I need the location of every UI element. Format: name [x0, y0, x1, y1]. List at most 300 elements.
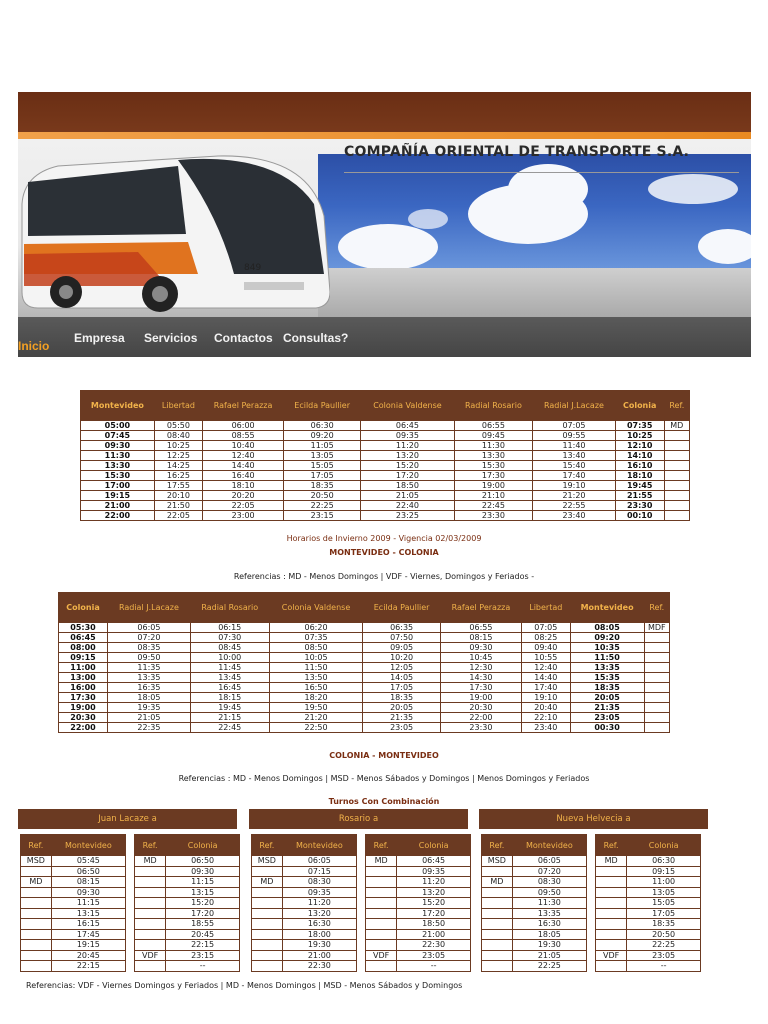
column-header: Libertad	[154, 391, 202, 421]
table-cell	[644, 713, 669, 723]
table-row	[59, 713, 670, 723]
table-cell: 10:45	[440, 653, 521, 663]
table-cell	[135, 919, 166, 930]
table-cell: 16:10	[615, 461, 664, 471]
combo-table-right	[595, 834, 701, 972]
table-cell: 17:40	[533, 471, 616, 481]
table-cell: 11:40	[533, 441, 616, 451]
table-cell: 22:55	[533, 501, 616, 511]
table-row	[59, 663, 670, 673]
table-cell: MD	[366, 856, 397, 867]
table-cell: 23:25	[361, 511, 454, 521]
table-cell: 07:50	[363, 633, 440, 643]
table-cell: 22:05	[154, 511, 202, 521]
table-row	[21, 961, 126, 972]
references-2: Referencias : MD - Menos Domingos | MSD - Menos Sábados y Domingos | Menos Domingos y Feriados	[178, 774, 590, 783]
table-row	[21, 856, 126, 867]
combo-table-right	[134, 834, 240, 972]
table-row	[252, 929, 357, 940]
table-row	[596, 940, 701, 951]
route-title-2: COLONIA - MONTEVIDEO	[329, 751, 439, 760]
header-banner	[18, 92, 751, 357]
column-header: Colonia	[397, 835, 471, 856]
table-cell	[366, 940, 397, 951]
references-3: Referencias: VDF - Viernes Domingos y Feriados | MD - Menos Domingos | MSD - Menos Sábados y Domingos	[26, 981, 463, 990]
table-row	[59, 653, 670, 663]
table-cell: 20:20	[203, 491, 284, 501]
table-row	[596, 929, 701, 940]
table-cell: 09:35	[397, 866, 471, 877]
column-header: Ref.	[252, 835, 283, 856]
table-cell: 17:55	[154, 481, 202, 491]
table-cell: 19:30	[512, 940, 586, 951]
company-name: COMPAÑÍA ORIENTAL DE TRANSPORTE S.A.	[344, 144, 690, 160]
table-cell: 14:40	[203, 461, 284, 471]
table-cell: 13:15	[51, 908, 125, 919]
table-row	[81, 511, 690, 521]
table-cell: 18:50	[361, 481, 454, 491]
table-cell: 05:00	[81, 421, 155, 431]
table-cell	[644, 723, 669, 733]
column-header: Montevideo	[81, 391, 155, 421]
table-cell: 13:15	[166, 887, 240, 898]
table-row	[482, 866, 587, 877]
table-cell	[366, 929, 397, 940]
table-row	[81, 421, 690, 431]
table-cell	[252, 940, 283, 951]
table-cell: 23:15	[166, 950, 240, 961]
column-header: Ref.	[482, 835, 513, 856]
table-cell: 21:05	[512, 950, 586, 961]
table-cell	[664, 471, 689, 481]
table-cell	[21, 961, 52, 972]
table-cell: 12:25	[154, 451, 202, 461]
table-cell: 12:40	[522, 663, 571, 673]
column-header: Radial J.Lacaze	[108, 593, 191, 623]
table-cell: 13:20	[397, 887, 471, 898]
table-cell: 19:10	[533, 481, 616, 491]
table-cell: 17:45	[51, 929, 125, 940]
column-header: Colonia Valdense	[361, 391, 454, 421]
table-row	[366, 856, 471, 867]
table-row	[596, 856, 701, 867]
table-cell: 07:35	[269, 633, 363, 643]
table-row	[135, 856, 240, 867]
combos-title: Turnos Con Combinación	[328, 797, 440, 806]
table-cell: 10:20	[363, 653, 440, 663]
table-cell: 19:45	[190, 703, 269, 713]
table-cell: 09:30	[81, 441, 155, 451]
table-cell: 19:30	[282, 940, 356, 951]
table-cell: 20:45	[166, 929, 240, 940]
table-row	[366, 898, 471, 909]
table-cell: 17:05	[284, 471, 361, 481]
table-cell	[135, 898, 166, 909]
table-cell: 09:55	[533, 431, 616, 441]
table-cell: 06:30	[627, 856, 701, 867]
table-row	[252, 887, 357, 898]
table-cell: 15:40	[533, 461, 616, 471]
combo-group-title: Nueva Helvecia a	[479, 809, 708, 829]
table-cell	[644, 643, 669, 653]
schedule-montevideo-colonia	[80, 390, 690, 521]
table-row	[59, 623, 670, 633]
table-cell	[21, 950, 52, 961]
table-row	[596, 908, 701, 919]
nav-contactos[interactable]: Contactos	[214, 331, 273, 345]
table-cell	[596, 961, 627, 972]
column-header: Ecilda Paullier	[284, 391, 361, 421]
table-cell: 11:05	[284, 441, 361, 451]
table-row	[21, 898, 126, 909]
column-header: Rafael Perazza	[203, 391, 284, 421]
table-row	[482, 856, 587, 867]
table-cell: 07:20	[512, 866, 586, 877]
table-row	[135, 961, 240, 972]
table-cell: 13:35	[512, 908, 586, 919]
table-row	[59, 633, 670, 643]
table-cell	[366, 908, 397, 919]
table-cell	[482, 940, 513, 951]
bus-image	[18, 124, 330, 314]
table-cell: 21:20	[269, 713, 363, 723]
table-cell: 08:05	[570, 623, 644, 633]
table-cell: 08:55	[203, 431, 284, 441]
table-row	[59, 693, 670, 703]
table-row	[252, 961, 357, 972]
table-cell: 11:20	[282, 898, 356, 909]
table-cell: 14:25	[154, 461, 202, 471]
table-cell: 21:05	[361, 491, 454, 501]
table-cell	[644, 633, 669, 643]
table-row	[81, 451, 690, 461]
table-cell: 13:45	[190, 673, 269, 683]
table-cell: 08:30	[512, 877, 586, 888]
table-cell: 22:25	[627, 940, 701, 951]
column-header: Ref.	[644, 593, 669, 623]
table-cell: 11:00	[59, 663, 108, 673]
table-row	[21, 940, 126, 951]
table-cell: 06:50	[166, 856, 240, 867]
table-cell: 22:00	[59, 723, 108, 733]
table-cell: 15:05	[284, 461, 361, 471]
table-cell	[135, 940, 166, 951]
table-cell	[644, 693, 669, 703]
table-cell	[664, 491, 689, 501]
table-cell: 23:30	[440, 723, 521, 733]
table-row	[252, 866, 357, 877]
table-cell: 20:50	[284, 491, 361, 501]
table-cell	[664, 481, 689, 491]
nav-empresa[interactable]: Empresa	[74, 331, 125, 345]
table-cell: 21:20	[533, 491, 616, 501]
table-cell: 14:30	[440, 673, 521, 683]
column-header: Radial J.Lacaze	[533, 391, 616, 421]
table-row	[81, 441, 690, 451]
table-row	[482, 919, 587, 930]
table-cell: 17:20	[397, 908, 471, 919]
table-cell: 10:05	[269, 653, 363, 663]
column-header: Colonia	[627, 835, 701, 856]
table-cell: 11:20	[397, 877, 471, 888]
table-cell: 12:40	[203, 451, 284, 461]
table-row	[59, 683, 670, 693]
table-row	[21, 887, 126, 898]
table-cell: 11:30	[81, 451, 155, 461]
combo-group-title: Rosario a	[249, 809, 468, 829]
route-title-1: MONTEVIDEO - COLONIA	[329, 548, 439, 557]
table-cell: 17:30	[454, 471, 533, 481]
table-cell: 08:25	[522, 633, 571, 643]
table-row	[21, 908, 126, 919]
table-row	[482, 940, 587, 951]
table-cell	[664, 451, 689, 461]
table-cell: 19:00	[59, 703, 108, 713]
table-cell: 22:45	[454, 501, 533, 511]
table-cell	[366, 919, 397, 930]
column-header: Ref.	[135, 835, 166, 856]
table-row	[366, 877, 471, 888]
table-row	[135, 950, 240, 961]
table-cell: 19:00	[440, 693, 521, 703]
table-row	[252, 940, 357, 951]
table-cell	[644, 663, 669, 673]
table-row	[596, 877, 701, 888]
table-cell: 23:40	[522, 723, 571, 733]
table-cell: 16:30	[282, 919, 356, 930]
table-cell: 23:00	[203, 511, 284, 521]
table-row	[81, 461, 690, 471]
column-header: Ecilda Paullier	[363, 593, 440, 623]
table-cell: 22:25	[512, 961, 586, 972]
column-header: Montevideo	[282, 835, 356, 856]
table-cell	[596, 866, 627, 877]
table-cell: 13:20	[361, 451, 454, 461]
table-cell: MD	[482, 877, 513, 888]
table-cell: 11:30	[512, 898, 586, 909]
table-cell: 13:40	[533, 451, 616, 461]
table-cell: 15:35	[570, 673, 644, 683]
table-cell: 11:15	[166, 877, 240, 888]
table-cell: MSD	[482, 856, 513, 867]
table-cell	[482, 908, 513, 919]
table-cell	[21, 887, 52, 898]
table-cell: 12:05	[363, 663, 440, 673]
table-cell: MSD	[252, 856, 283, 867]
table-row	[59, 723, 670, 733]
table-cell: 07:35	[615, 421, 664, 431]
table-row	[596, 961, 701, 972]
table-row	[252, 856, 357, 867]
table-cell: 06:15	[190, 623, 269, 633]
season-note: Horarios de Invierno 2009 - Vigencia 02/03/2009	[286, 534, 482, 543]
table-cell: MD	[664, 421, 689, 431]
table-cell	[366, 961, 397, 972]
table-cell: 16:45	[190, 683, 269, 693]
table-cell: 09:45	[454, 431, 533, 441]
table-cell: 21:35	[363, 713, 440, 723]
table-cell	[644, 683, 669, 693]
table-row	[135, 940, 240, 951]
table-cell: 13:35	[570, 663, 644, 673]
table-cell: 19:10	[522, 693, 571, 703]
table-cell: 20:40	[522, 703, 571, 713]
table-cell: 06:20	[269, 623, 363, 633]
table-cell: 20:10	[154, 491, 202, 501]
table-cell: 16:30	[512, 919, 586, 930]
table-cell: --	[166, 961, 240, 972]
nav-servicios[interactable]: Servicios	[144, 331, 198, 345]
table-cell: 22:00	[440, 713, 521, 723]
table-cell	[596, 919, 627, 930]
table-cell: 19:50	[269, 703, 363, 713]
table-cell: 22:45	[190, 723, 269, 733]
table-cell: 20:30	[59, 713, 108, 723]
table-cell: 17:30	[440, 683, 521, 693]
nav-inicio[interactable]: Inicio	[18, 339, 50, 353]
table-row	[81, 471, 690, 481]
table-cell: 18:35	[284, 481, 361, 491]
table-cell: 15:30	[81, 471, 155, 481]
table-cell: 18:20	[269, 693, 363, 703]
table-cell: 07:45	[81, 431, 155, 441]
table-cell: 12:30	[440, 663, 521, 673]
table-cell: 06:30	[284, 421, 361, 431]
table-cell: 11:30	[454, 441, 533, 451]
table-cell: 18:10	[203, 481, 284, 491]
table-cell: 23:05	[570, 713, 644, 723]
references-1: Referencias : MD - Menos Domingos | VDF - Viernes, Domingos y Feriados -	[233, 572, 535, 581]
table-row	[252, 898, 357, 909]
table-cell: 22:50	[269, 723, 363, 733]
table-cell: 16:40	[203, 471, 284, 481]
nav-consultas[interactable]: Consultas?	[283, 331, 349, 345]
column-header: Radial Rosario	[190, 593, 269, 623]
table-row	[21, 950, 126, 961]
table-cell: 09:30	[166, 866, 240, 877]
table-cell: 22:30	[282, 961, 356, 972]
table-cell: 22:05	[203, 501, 284, 511]
table-cell: 06:50	[51, 866, 125, 877]
table-cell: 08:50	[269, 643, 363, 653]
table-cell	[482, 866, 513, 877]
table-row	[81, 431, 690, 441]
table-cell	[366, 866, 397, 877]
table-cell: 09:40	[522, 643, 571, 653]
table-cell	[252, 908, 283, 919]
column-header: Radial Rosario	[454, 391, 533, 421]
table-cell: VDF	[366, 950, 397, 961]
table-cell: 20:05	[570, 693, 644, 703]
table-cell: 15:20	[166, 898, 240, 909]
column-header: Ref.	[596, 835, 627, 856]
table-cell: 16:35	[108, 683, 191, 693]
table-cell: VDF	[596, 950, 627, 961]
table-cell: 19:00	[454, 481, 533, 491]
table-row	[482, 950, 587, 961]
table-cell	[135, 866, 166, 877]
column-header: Rafael Perazza	[440, 593, 521, 623]
table-cell	[596, 908, 627, 919]
table-row	[81, 501, 690, 511]
column-header: Ref.	[366, 835, 397, 856]
table-cell: 07:30	[190, 633, 269, 643]
table-cell	[596, 887, 627, 898]
table-row	[135, 908, 240, 919]
table-cell: 10:25	[615, 431, 664, 441]
table-cell: 17:05	[363, 683, 440, 693]
table-cell: 11:00	[627, 877, 701, 888]
table-row	[482, 908, 587, 919]
table-cell: 09:35	[282, 887, 356, 898]
table-cell	[366, 887, 397, 898]
table-cell: 22:35	[108, 723, 191, 733]
table-cell: 18:05	[108, 693, 191, 703]
table-cell	[21, 908, 52, 919]
column-header: Colonia	[166, 835, 240, 856]
table-cell: 00:30	[570, 723, 644, 733]
table-cell: 06:45	[59, 633, 108, 643]
table-cell: 10:55	[522, 653, 571, 663]
table-cell	[664, 501, 689, 511]
table-cell: 15:05	[627, 898, 701, 909]
table-cell: 17:05	[627, 908, 701, 919]
table-row	[366, 950, 471, 961]
table-row	[482, 929, 587, 940]
table-row	[366, 866, 471, 877]
table-cell: 06:45	[397, 856, 471, 867]
table-row	[81, 481, 690, 491]
table-cell: 06:45	[361, 421, 454, 431]
table-cell: 15:20	[397, 898, 471, 909]
column-header: Montevideo	[51, 835, 125, 856]
table-cell: 21:35	[570, 703, 644, 713]
table-cell: --	[627, 961, 701, 972]
table-cell: 22:15	[51, 961, 125, 972]
table-cell: 10:25	[154, 441, 202, 451]
table-cell: 13:05	[627, 887, 701, 898]
table-row	[366, 929, 471, 940]
table-cell	[21, 898, 52, 909]
table-cell: 06:55	[440, 623, 521, 633]
combo-table-left	[20, 834, 126, 972]
table-cell: 22:10	[522, 713, 571, 723]
table-cell: 15:20	[361, 461, 454, 471]
table-row	[252, 908, 357, 919]
table-cell: 09:35	[361, 431, 454, 441]
table-row	[366, 887, 471, 898]
table-cell: 17:30	[59, 693, 108, 703]
table-cell: 12:10	[615, 441, 664, 451]
table-cell: 09:15	[59, 653, 108, 663]
table-cell: 06:00	[203, 421, 284, 431]
table-cell: 09:30	[440, 643, 521, 653]
table-cell: 23:05	[627, 950, 701, 961]
table-cell: 08:15	[51, 877, 125, 888]
table-cell: 20:30	[440, 703, 521, 713]
table-cell	[252, 961, 283, 972]
table-row	[21, 877, 126, 888]
column-header: Montevideo	[570, 593, 644, 623]
table-cell	[252, 898, 283, 909]
table-row	[81, 491, 690, 501]
table-row	[482, 961, 587, 972]
table-cell	[135, 908, 166, 919]
table-cell: MDF	[644, 623, 669, 633]
table-cell: 10:35	[570, 643, 644, 653]
table-row	[596, 866, 701, 877]
table-cell	[664, 511, 689, 521]
